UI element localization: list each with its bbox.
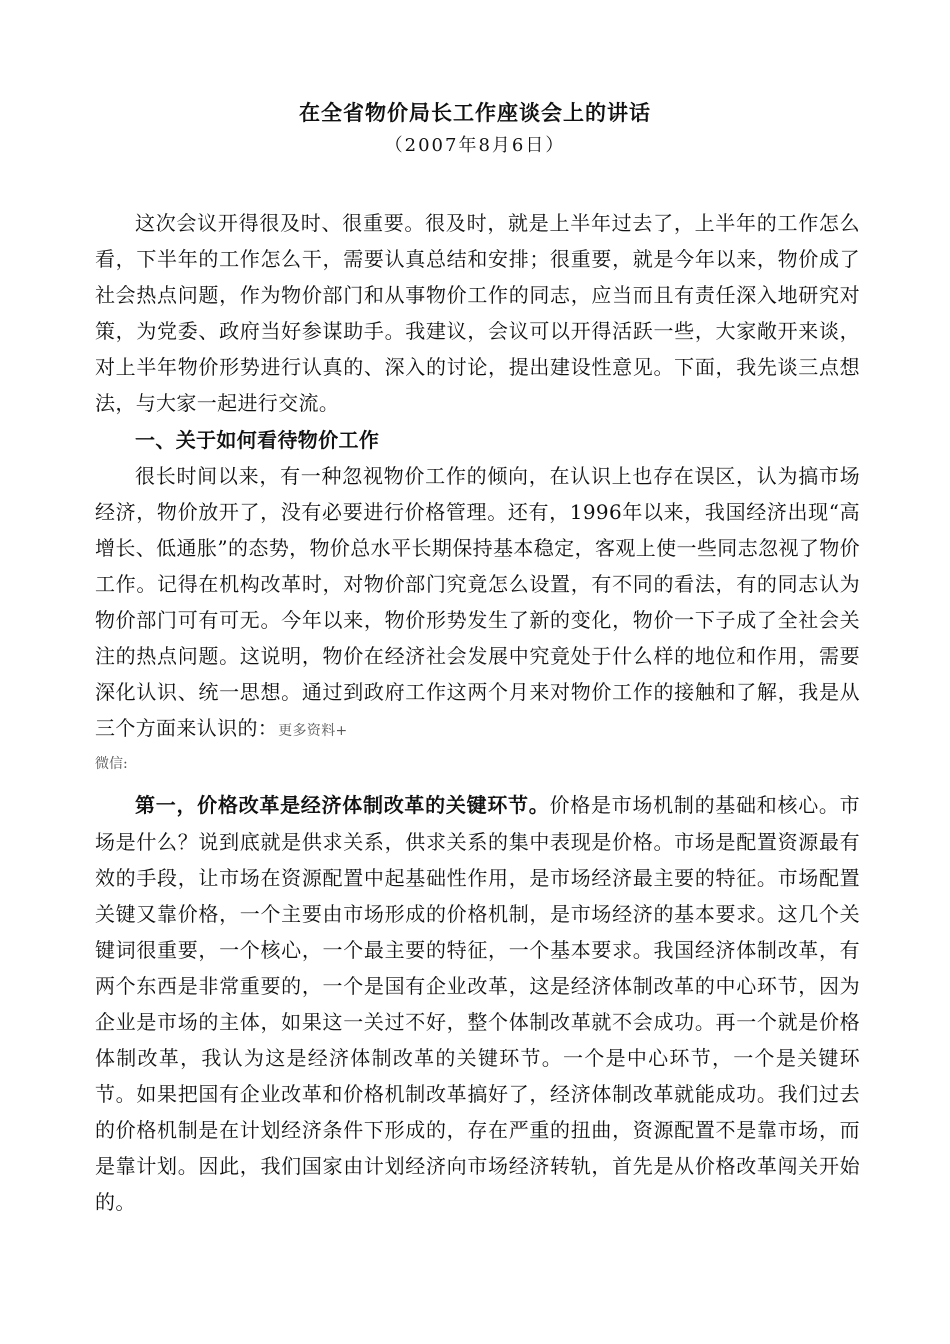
document-date: （2007年8月6日）: [384, 135, 566, 156]
point-lead: 第一，价格改革是经济体制改革的关键环节。: [135, 793, 550, 818]
spacer: [95, 779, 860, 787]
section-heading: 一、关于如何看待物价工作: [135, 427, 380, 452]
section-body-text: 很长时间以来，有一种忽视物价工作的倾向，在认识上也存在误区，认为搞市场经济，物价放开了，没有必要进行价格管理。还有，1996年以来，我国经济出现“高增长、低通胀”的态势，物价总水平长期保持基本稳定，客观上使一些同志忽视了物价工作。记得在机构改革时，对物价部门究竟怎么设置，有不同的看法，有的同志认为物价部门可有可无。今年以来，物价形势发生了新的变化，物价一下子成了全社会关注的热点问题。这说明，物价在经济社会发展中究竟处于什么样的地位和作用，需要深化认识、统一思想。通过到政府工作这两个月来对物价工作的接触和了解，我是从三个方面来认识的：: [95, 463, 860, 741]
document-title: 在全省物价局长工作座谈会上的讲话: [299, 100, 651, 125]
point-body: 价格是市场机制的基础和核心。市场是什么？说到底就是供求关系，供求关系的集中表现是价格。市场是配置资源最有效的手段，让市场在资源配置中起基础性作用，是市场经济最主要的特征。市场配置关键又靠价格，一个主要由市场形成的价格机制，是市场经济的基本要求。这几个关键词很重要，一个核心，一个最主要的特征，一个基本要求。我国经济体制改革，有两个东西是非常重要的，一个是国有企业改革，这是经济体制改革的中心环节，因为企业是市场的主体，如果这一关过不好，整个体制改革就不会成功。再一个就是价格体制改革，我认为这是经济体制改革的关键环节。一个是中心环节，一个是关键环节。如果把国有企业改革和价格机制改革搞好了，经济体制改革就能成功。我们过去的价格机制是在计划经济条件下形成的，存在严重的扭曲，资源配置不是靠市场，而是靠计划。因此，我们国家由计划经济向市场经济转轨，首先是从价格改革闯关开始的。: [95, 793, 860, 1215]
section-paragraph: [95, 458, 860, 750]
point-paragraph: [95, 787, 860, 1220]
document-body: [95, 205, 860, 1221]
intro-paragraph: 这次会议开得很及时、很重要。很及时，就是上半年过去了，上半年的工作怎么看，下半年的工作怎么干，需要认真总结和安排；很重要，就是今年以来，物价成了社会热点问题，作为物价部门和从事物价工作的同志，应当而且有责任深入地研究对策，为党委、政府当好参谋助手。我建议，会议可以开得活跃一些，大家敞开来谈，对上半年物价形势进行认真的、深入的讨论，提出建设性意见。下面，我先谈三点想法，与大家一起进行交流。: [95, 211, 860, 416]
wechat-note: 微信:: [95, 756, 128, 773]
more-info-note: 更多资料+: [278, 723, 348, 740]
